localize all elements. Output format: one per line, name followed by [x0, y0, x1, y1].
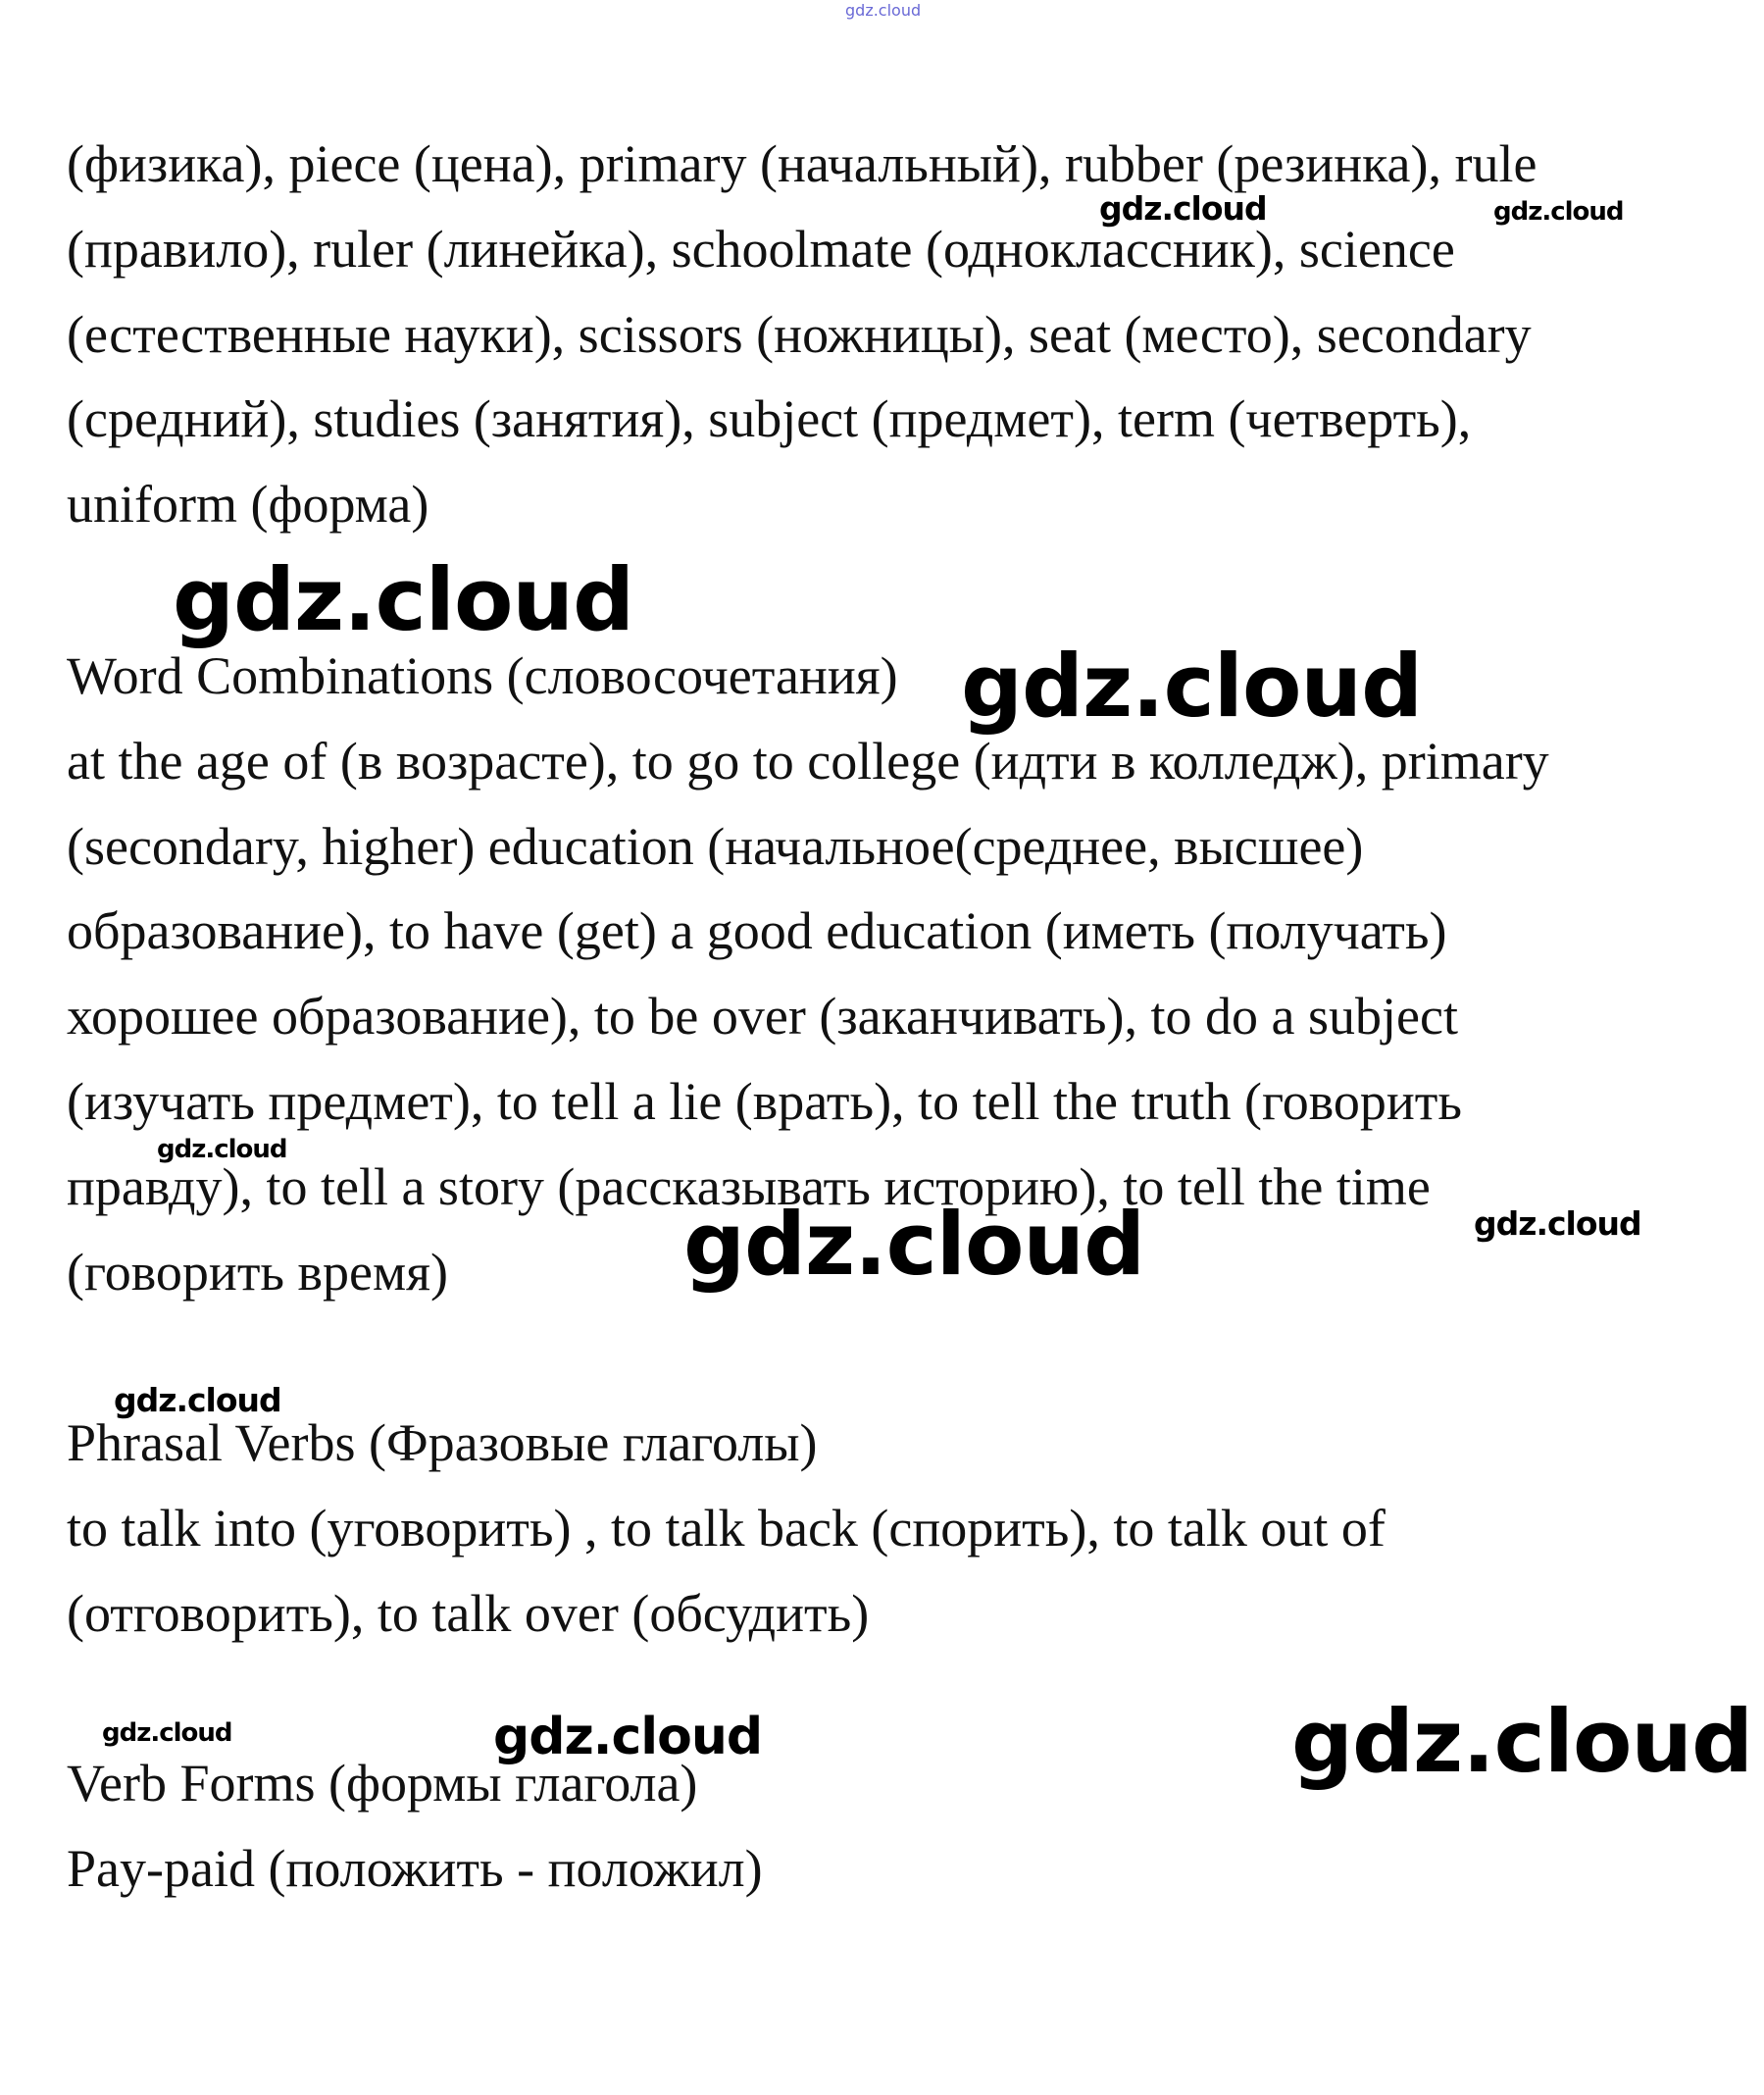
watermark: gdz.cloud [1291, 1691, 1753, 1792]
section-heading: Word Combinations (словосочетания) [67, 646, 898, 705]
vocabulary-line: (средний), studies (занятия), subject (предмет), term (четверть), [67, 389, 1472, 448]
word-combination-line: хорошее образование), to be over (заканчивать), to do a subject [67, 987, 1458, 1046]
watermark: gdz.cloud [961, 636, 1423, 737]
section-heading: Phrasal Verbs (Фразовые глаголы) [67, 1413, 818, 1472]
word-combination-line: образование), to have (get) a good education (иметь (получать) [67, 901, 1447, 960]
vocabulary-line: (правило), ruler (линейка), schoolmate (одноклассник), science [67, 220, 1455, 279]
word-combination-line: (говорить время) [67, 1243, 448, 1302]
word-combination-line: правду), to tell a story (рассказывать историю), to tell the time [67, 1157, 1431, 1216]
watermark: gdz.cloud [1474, 1204, 1641, 1243]
watermark: gdz.cloud [493, 1708, 763, 1766]
header-watermark: gdz.cloud [845, 1, 922, 20]
vocabulary-line: (физика), piece (цена), primary (начальный), rubber (резинка), rule [67, 134, 1537, 193]
phrasal-verb-line: (отговорить), to talk over (обсудить) [67, 1584, 870, 1643]
word-combination-line: at the age of (в возрасте), to go to college (идти в колледж), primary [67, 732, 1549, 791]
word-combination-line: (изучать предмет), to tell a lie (врать), to tell the truth (говорить [67, 1072, 1463, 1131]
watermark: gdz.cloud [1099, 189, 1267, 228]
phrasal-verb-line: to talk into (уговорить) , to talk back (спорить), to talk out of [67, 1499, 1386, 1558]
section-heading: Verb Forms (формы глагола) [67, 1754, 698, 1813]
watermark: gdz.cloud [173, 549, 634, 650]
watermark: gdz.cloud [683, 1194, 1145, 1295]
word-combination-line: (secondary, higher) education (начальное(среднее, высшее) [67, 817, 1364, 876]
watermark: gdz.cloud [157, 1135, 287, 1164]
vocabulary-line: uniform (форма) [67, 475, 429, 534]
verb-form-line: Pay-paid (положить - положил) [67, 1839, 763, 1898]
watermark: gdz.cloud [114, 1381, 281, 1419]
vocabulary-line: (естественные науки), scissors (ножницы), seat (место), secondary [67, 305, 1532, 364]
watermark: gdz.cloud [1493, 197, 1624, 227]
watermark: gdz.cloud [102, 1718, 232, 1748]
